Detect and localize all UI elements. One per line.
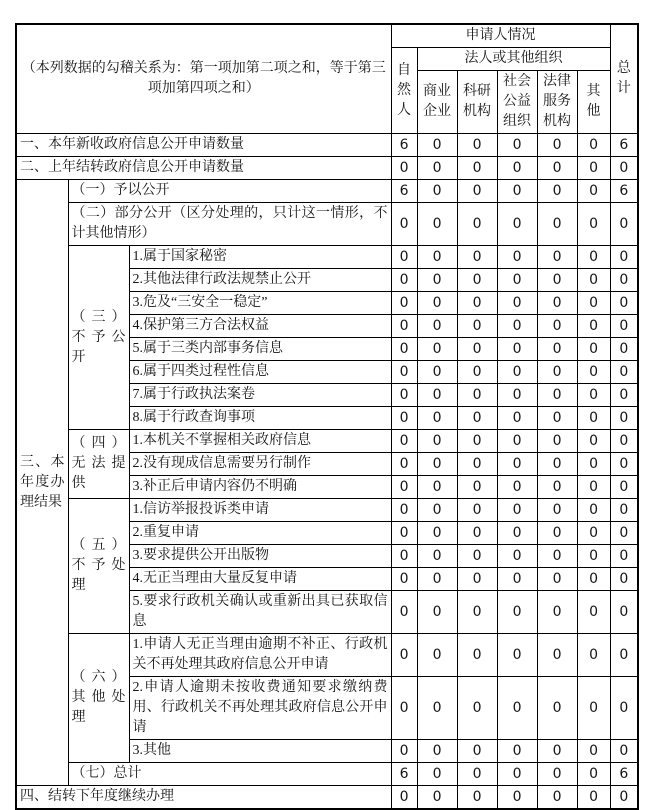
value-cell: 0: [417, 763, 457, 786]
value-cell: 0: [537, 476, 577, 499]
legal-service-column-header: 法律服务机构: [537, 71, 577, 134]
value-cell: 0: [537, 361, 577, 384]
value-cell: 6: [610, 134, 638, 157]
value-cell: 0: [417, 269, 457, 292]
value-cell: 0: [577, 453, 610, 476]
value-cell: 0: [537, 430, 577, 453]
value-cell: 0: [417, 453, 457, 476]
value-cell: 0: [391, 677, 417, 740]
row-label: 1.本机关不掌握相关政府信息: [129, 430, 391, 453]
value-cell: 0: [577, 157, 610, 180]
value-cell: 0: [537, 315, 577, 338]
category-label-unable-provide: （四）无法提供: [68, 430, 129, 499]
value-cell: 0: [417, 338, 457, 361]
value-cell: 0: [391, 361, 417, 384]
value-cell: 0: [417, 407, 457, 430]
value-cell: 0: [457, 269, 497, 292]
value-cell: 0: [610, 269, 638, 292]
value-cell: 0: [457, 740, 497, 763]
value-cell: 0: [497, 269, 537, 292]
value-cell: 0: [417, 157, 457, 180]
value-cell: 0: [577, 134, 610, 157]
value-cell: 0: [537, 203, 577, 246]
value-cell: 6: [610, 180, 638, 203]
value-cell: 0: [577, 269, 610, 292]
value-cell: 0: [537, 157, 577, 180]
value-cell: 0: [610, 407, 638, 430]
value-cell: 0: [457, 634, 497, 677]
disclosure-applications-table: [15, 23, 639, 810]
value-cell: 0: [537, 246, 577, 269]
value-cell: 0: [577, 499, 610, 522]
row-label: 3.补正后申请内容仍不明确: [129, 476, 391, 499]
value-cell: 0: [577, 591, 610, 634]
value-cell: 0: [577, 763, 610, 786]
value-cell: 0: [417, 384, 457, 407]
value-cell: 0: [417, 634, 457, 677]
value-cell: 0: [537, 522, 577, 545]
value-cell: 0: [537, 134, 577, 157]
row-label: 1.信访举报投诉类申请: [129, 499, 391, 522]
value-cell: 0: [610, 384, 638, 407]
value-cell: 0: [417, 591, 457, 634]
value-cell: 0: [391, 157, 417, 180]
row-disclosed: [16, 180, 638, 203]
value-cell: 0: [577, 361, 610, 384]
natural-person-column-header: 自然人: [391, 48, 417, 134]
value-cell: 0: [577, 292, 610, 315]
value-cell: 0: [417, 361, 457, 384]
research-column-header: 科研机构: [457, 71, 497, 134]
value-cell: 0: [610, 545, 638, 568]
row-label: 2.其他法律行政法规禁止公开: [129, 269, 391, 292]
value-cell: 0: [577, 786, 610, 810]
value-cell: 0: [457, 568, 497, 591]
value-cell: 0: [610, 740, 638, 763]
value-cell: 0: [497, 246, 537, 269]
value-cell: 0: [457, 522, 497, 545]
value-cell: 0: [610, 338, 638, 361]
value-cell: 0: [577, 634, 610, 677]
value-cell: 0: [577, 203, 610, 246]
value-cell: 0: [497, 134, 537, 157]
value-cell: 0: [537, 677, 577, 740]
row-label: （二）部分公开（区分处理的，只计这一情形，不计其他情形）: [68, 203, 391, 246]
value-cell: 0: [457, 134, 497, 157]
row-new-applications: [16, 134, 638, 157]
value-cell: 0: [497, 591, 537, 634]
value-cell: 0: [537, 591, 577, 634]
value-cell: 0: [497, 315, 537, 338]
value-cell: 0: [610, 246, 638, 269]
value-cell: 0: [537, 292, 577, 315]
value-cell: 0: [457, 407, 497, 430]
row-label: 4.保护第三方合法权益: [129, 315, 391, 338]
value-cell: 0: [577, 407, 610, 430]
value-cell: 0: [417, 677, 457, 740]
header-row-applicant: [16, 24, 638, 48]
row-not-disclosed-1: [16, 246, 638, 269]
value-cell: 0: [457, 430, 497, 453]
value-cell: 0: [497, 203, 537, 246]
value-cell: 0: [577, 677, 610, 740]
value-cell: 6: [391, 180, 417, 203]
value-cell: 0: [391, 786, 417, 810]
value-cell: 0: [391, 269, 417, 292]
value-cell: 0: [537, 180, 577, 203]
value-cell: 0: [497, 361, 537, 384]
category-label-not-processed: （五）不予处理: [68, 499, 129, 634]
applicant-situation-header: 申请人情况: [391, 24, 610, 48]
value-cell: 0: [457, 453, 497, 476]
value-cell: 0: [537, 499, 577, 522]
row-carried-over: [16, 157, 638, 180]
value-cell: 0: [610, 568, 638, 591]
value-cell: 0: [417, 545, 457, 568]
value-cell: 0: [610, 634, 638, 677]
value-cell: 0: [391, 499, 417, 522]
row-label: 8.属于行政查询事项: [129, 407, 391, 430]
value-cell: 0: [417, 522, 457, 545]
value-cell: 0: [391, 338, 417, 361]
value-cell: 0: [610, 677, 638, 740]
value-cell: 0: [577, 384, 610, 407]
value-cell: 0: [497, 180, 537, 203]
value-cell: 0: [537, 545, 577, 568]
value-cell: 0: [457, 476, 497, 499]
value-cell: 0: [577, 180, 610, 203]
value-cell: 0: [391, 292, 417, 315]
value-cell: 0: [537, 786, 577, 810]
value-cell: 0: [537, 338, 577, 361]
row-subtotal: [16, 763, 638, 786]
value-cell: 0: [577, 568, 610, 591]
value-cell: 0: [391, 740, 417, 763]
value-cell: 0: [417, 430, 457, 453]
value-cell: 0: [577, 246, 610, 269]
value-cell: 0: [577, 476, 610, 499]
value-cell: 0: [497, 384, 537, 407]
value-cell: 0: [497, 763, 537, 786]
value-cell: 0: [457, 315, 497, 338]
value-cell: 0: [497, 338, 537, 361]
value-cell: 0: [417, 292, 457, 315]
row-label: 5.属于三类内部事务信息: [129, 338, 391, 361]
category-label-not-disclosed: （三）不予公开: [68, 246, 129, 430]
value-cell: 0: [497, 522, 537, 545]
row-label: 2.申请人逾期未按收费通知要求缴纳费用、行政机关不再处理其政府信息公开申请: [129, 677, 391, 740]
row-partially-disclosed: [16, 203, 638, 246]
row-label: 1.申请人无正当理由逾期不补正、行政机关不再处理其政府信息公开申请: [129, 634, 391, 677]
value-cell: 0: [457, 677, 497, 740]
value-cell: 0: [391, 522, 417, 545]
other-column-header: 其他: [577, 71, 610, 134]
row-label: （七）总计: [68, 763, 391, 786]
value-cell: 0: [457, 545, 497, 568]
value-cell: 0: [497, 634, 537, 677]
value-cell: 0: [417, 203, 457, 246]
value-cell: 0: [497, 292, 537, 315]
value-cell: 0: [457, 157, 497, 180]
value-cell: 0: [417, 134, 457, 157]
value-cell: 0: [417, 740, 457, 763]
value-cell: 0: [577, 522, 610, 545]
value-cell: 0: [417, 499, 457, 522]
row-other-handling-1: [16, 634, 638, 677]
row-label: 一、本年新收政府信息公开申请数量: [16, 134, 391, 157]
value-cell: 0: [610, 499, 638, 522]
value-cell: 0: [457, 203, 497, 246]
value-cell: 0: [577, 545, 610, 568]
row-unable-provide-1: [16, 430, 638, 453]
value-cell: 0: [457, 180, 497, 203]
value-cell: 0: [417, 180, 457, 203]
value-cell: 0: [457, 361, 497, 384]
section3-label: 三、本年度办理结果: [16, 180, 68, 786]
value-cell: 0: [391, 568, 417, 591]
value-cell: 6: [391, 763, 417, 786]
row-label: 3.危及“三安全一稳定”: [129, 292, 391, 315]
value-cell: 0: [610, 203, 638, 246]
value-cell: 0: [497, 476, 537, 499]
value-cell: 0: [577, 430, 610, 453]
value-cell: 0: [497, 499, 537, 522]
value-cell: 0: [417, 786, 457, 810]
value-cell: 0: [610, 361, 638, 384]
legal-org-header: 法人或其他组织: [417, 48, 610, 71]
value-cell: 0: [537, 407, 577, 430]
value-cell: 6: [610, 763, 638, 786]
row-label: 7.属于行政执法案卷: [129, 384, 391, 407]
value-cell: 0: [577, 315, 610, 338]
value-cell: 0: [457, 246, 497, 269]
reconciliation-note: （本列数据的勾稽关系为：第一项加第二项之和，等于第三项加第四项之和）: [16, 24, 391, 134]
row-label: 4.无正当理由大量反复申请: [129, 568, 391, 591]
value-cell: 0: [537, 453, 577, 476]
value-cell: 0: [537, 740, 577, 763]
value-cell: 0: [457, 591, 497, 634]
value-cell: 0: [497, 453, 537, 476]
row-label: （一）予以公开: [68, 180, 391, 203]
value-cell: 0: [457, 763, 497, 786]
value-cell: 0: [497, 157, 537, 180]
value-cell: 0: [610, 292, 638, 315]
value-cell: 0: [391, 315, 417, 338]
row-not-processed-1: [16, 499, 638, 522]
value-cell: 0: [457, 499, 497, 522]
value-cell: 0: [391, 453, 417, 476]
social-org-column-header: 社会公益组织: [497, 71, 537, 134]
value-cell: 0: [497, 786, 537, 810]
value-cell: 0: [391, 203, 417, 246]
value-cell: 0: [417, 568, 457, 591]
value-cell: 0: [457, 786, 497, 810]
value-cell: 0: [391, 591, 417, 634]
value-cell: 0: [610, 453, 638, 476]
value-cell: 0: [497, 545, 537, 568]
value-cell: 0: [497, 568, 537, 591]
value-cell: 0: [391, 545, 417, 568]
value-cell: 0: [457, 338, 497, 361]
value-cell: 0: [391, 246, 417, 269]
value-cell: 0: [537, 763, 577, 786]
value-cell: 0: [457, 292, 497, 315]
value-cell: 0: [417, 246, 457, 269]
total-column-header: 总计: [610, 24, 638, 134]
value-cell: 0: [497, 740, 537, 763]
value-cell: 6: [391, 134, 417, 157]
value-cell: 0: [417, 476, 457, 499]
row-label: 5.要求行政机关确认或重新出具已获取信息: [129, 591, 391, 634]
value-cell: 0: [610, 786, 638, 810]
value-cell: 0: [577, 338, 610, 361]
category-label-other-handling: （六）其他处理: [68, 634, 129, 763]
value-cell: 0: [391, 407, 417, 430]
row-label: 3.要求提供公开出版物: [129, 545, 391, 568]
value-cell: 0: [391, 634, 417, 677]
value-cell: 0: [610, 476, 638, 499]
value-cell: 0: [391, 430, 417, 453]
value-cell: 0: [497, 407, 537, 430]
row-label: 2.重复申请: [129, 522, 391, 545]
value-cell: 0: [610, 157, 638, 180]
value-cell: 0: [457, 384, 497, 407]
row-label: 二、上年结转政府信息公开申请数量: [16, 157, 391, 180]
value-cell: 0: [610, 315, 638, 338]
value-cell: 0: [537, 269, 577, 292]
value-cell: 0: [577, 740, 610, 763]
value-cell: 0: [497, 430, 537, 453]
value-cell: 0: [391, 476, 417, 499]
value-cell: 0: [610, 522, 638, 545]
row-label: 四、结转下年度继续办理: [16, 786, 391, 810]
business-column-header: 商业企业: [417, 71, 457, 134]
row-label: 6.属于四类过程性信息: [129, 361, 391, 384]
value-cell: 0: [497, 677, 537, 740]
row-carry-forward: [16, 786, 638, 810]
value-cell: 0: [610, 430, 638, 453]
row-label: 3.其他: [129, 740, 391, 763]
value-cell: 0: [417, 315, 457, 338]
value-cell: 0: [537, 384, 577, 407]
row-label: 1.属于国家秘密: [129, 246, 391, 269]
row-label: 2.没有现成信息需要另行制作: [129, 453, 391, 476]
value-cell: 0: [610, 591, 638, 634]
value-cell: 0: [537, 568, 577, 591]
value-cell: 0: [537, 634, 577, 677]
value-cell: 0: [391, 384, 417, 407]
